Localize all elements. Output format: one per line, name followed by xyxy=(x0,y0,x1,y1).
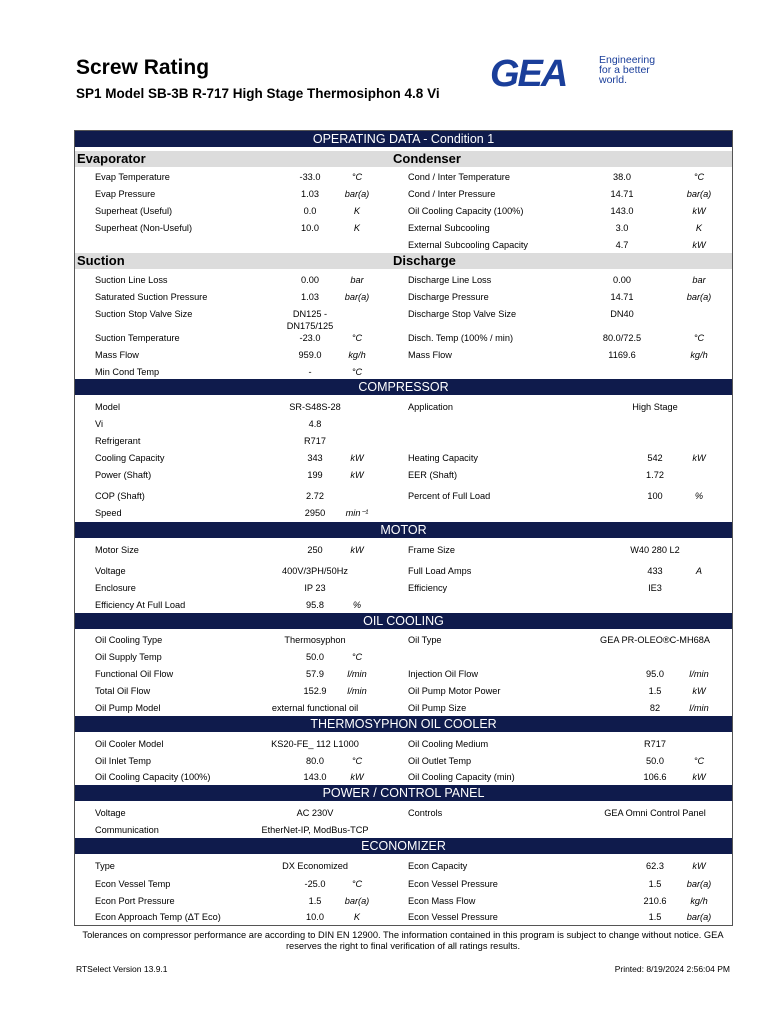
data-row xyxy=(75,237,732,253)
row-value: R717 xyxy=(304,436,326,446)
row-value-right: R717 xyxy=(644,739,666,749)
data-row xyxy=(75,364,732,380)
row-unit: min⁻¹ xyxy=(345,508,369,518)
row-label: Total Oil Flow xyxy=(95,686,151,696)
row-label-right: Oil Type xyxy=(408,635,442,645)
data-row xyxy=(75,169,732,185)
data-row xyxy=(75,186,732,202)
row-label-right: Disch. Temp (100% / min) xyxy=(408,333,514,343)
row-label: Motor Size xyxy=(95,545,139,555)
row-value-right: 38.0 xyxy=(613,172,631,182)
row-value: DX Economized xyxy=(282,861,348,871)
row-unit-right: kg/h xyxy=(690,350,708,360)
row-unit: l/min xyxy=(347,669,367,679)
row-unit: l/min xyxy=(347,686,367,696)
row-value-right: 0.00 xyxy=(613,275,631,285)
row-label: Oil Cooler Model xyxy=(95,739,164,749)
row-unit: °C xyxy=(351,172,363,182)
row-value-right: 100 xyxy=(647,491,663,501)
data-row xyxy=(75,683,732,699)
row-label: Oil Pump Model xyxy=(95,703,161,713)
data-row xyxy=(75,700,732,716)
data-row xyxy=(75,220,732,236)
row-value: -23.0 xyxy=(299,333,321,343)
row-value: 152.9 xyxy=(303,686,327,696)
row-value-right: 542 xyxy=(647,453,663,463)
row-label: Superheat (Non-Useful) xyxy=(95,223,193,233)
row-value: SR-S48S-28 xyxy=(289,402,341,412)
row-label-right: Frame Size xyxy=(408,545,455,555)
row-value-right: 143.0 xyxy=(610,206,634,216)
data-row xyxy=(75,666,732,682)
row-label: Mass Flow xyxy=(95,350,139,360)
row-value-right: 80.0/72.5 xyxy=(602,333,642,343)
row-unit: kW xyxy=(350,453,364,463)
data-row xyxy=(75,347,732,363)
row-unit-right: % xyxy=(694,491,704,501)
row-label-right: Controls xyxy=(408,808,443,818)
row-label: Voltage xyxy=(95,808,126,818)
row-label: Enclosure xyxy=(95,583,136,593)
row-unit-right: kW xyxy=(692,240,706,250)
row-label: Power (Shaft) xyxy=(95,470,152,480)
subheader-label: Condenser xyxy=(393,151,461,166)
row-label-right: Oil Cooling Capacity (min) xyxy=(408,772,515,782)
row-value: 343 xyxy=(307,453,323,463)
row-unit-right: kW xyxy=(692,772,706,782)
row-value: EtherNet-IP, ModBus-TCP xyxy=(261,825,369,835)
row-label: Econ Approach Temp (ΔT Eco) xyxy=(95,912,221,922)
row-value: 2.72 xyxy=(306,491,324,501)
row-unit: bar(a) xyxy=(344,189,370,199)
data-row xyxy=(75,649,732,665)
row-value: 1.5 xyxy=(308,896,322,906)
row-label: COP (Shaft) xyxy=(95,491,145,501)
row-label: Econ Vessel Temp xyxy=(95,879,171,889)
row-label: Cooling Capacity xyxy=(95,453,165,463)
logo-tagline xyxy=(599,55,655,85)
row-unit-right: bar(a) xyxy=(686,912,712,922)
data-row xyxy=(75,563,732,579)
data-row xyxy=(75,289,732,305)
section-header-power: POWER / CONTROL PANEL xyxy=(75,785,732,801)
row-value-right: 95.0 xyxy=(646,669,664,679)
data-row xyxy=(75,450,732,466)
row-label: Suction Temperature xyxy=(95,333,180,343)
row-label: Type xyxy=(95,861,115,871)
row-label-right: Injection Oil Flow xyxy=(408,669,478,679)
row-value-right: GEA Omni Control Panel xyxy=(604,808,706,818)
subheader-suction xyxy=(75,253,732,269)
row-unit-right: kW xyxy=(692,861,706,871)
row-value-right: DN40 xyxy=(610,309,634,319)
row-label-right: Econ Vessel Pressure xyxy=(408,879,498,889)
row-unit: bar xyxy=(350,275,364,285)
row-value-right: 62.3 xyxy=(646,861,664,871)
row-value: 95.8 xyxy=(306,600,324,610)
row-label: Oil Supply Temp xyxy=(95,652,162,662)
printed-timestamp: Printed: 8/19/2024 2:56:04 PM xyxy=(614,964,730,974)
row-unit: kW xyxy=(350,545,364,555)
section-header-compressor: COMPRESSOR xyxy=(75,379,732,395)
row-value-right: 14.71 xyxy=(610,189,634,199)
row-value: 959.0 xyxy=(298,350,322,360)
row-label: Vi xyxy=(95,419,104,429)
subheader-label: Evaporator xyxy=(77,151,146,166)
row-label-right: Percent of Full Load xyxy=(408,491,491,501)
row-value-right: 1.5 xyxy=(648,912,662,922)
row-value-right: 4.7 xyxy=(615,240,629,250)
row-value: -25.0 xyxy=(304,879,326,889)
row-label: Refrigerant xyxy=(95,436,141,446)
row-value: AC 230V xyxy=(296,808,334,818)
row-label: Oil Cooling Capacity (100%) xyxy=(95,772,211,782)
data-row xyxy=(75,416,732,432)
row-label: Voltage xyxy=(95,566,126,576)
row-unit-right: kW xyxy=(692,206,706,216)
data-row xyxy=(75,330,732,346)
row-value-right: 1.5 xyxy=(648,686,662,696)
row-label-right: Efficiency xyxy=(408,583,448,593)
row-value-right: GEA PR-OLEO®C-MH68A xyxy=(600,635,710,645)
row-label-right: Econ Vessel Pressure xyxy=(408,912,498,922)
row-label: Communication xyxy=(95,825,159,835)
row-value: - xyxy=(308,367,312,377)
row-label-right: Mass Flow xyxy=(408,350,452,360)
row-value: 1.03 xyxy=(301,292,319,302)
row-label-right: Heating Capacity xyxy=(408,453,478,463)
row-unit: °C xyxy=(351,879,363,889)
data-row xyxy=(75,399,732,415)
data-row xyxy=(75,876,732,892)
row-value-right: 82 xyxy=(649,703,661,713)
row-label: Superheat (Useful) xyxy=(95,206,173,216)
row-unit: °C xyxy=(351,756,363,766)
row-label: Saturated Suction Pressure xyxy=(95,292,208,302)
row-value-right: 106.6 xyxy=(643,772,667,782)
row-unit: K xyxy=(353,912,361,922)
subheader-label: Suction xyxy=(77,253,125,268)
data-row xyxy=(75,736,732,752)
data-row xyxy=(75,272,732,288)
row-unit-right: °C xyxy=(693,172,705,182)
row-value: external functional oil xyxy=(271,703,359,713)
row-value-right: 210.6 xyxy=(643,896,667,906)
tagline-line-3: world. xyxy=(599,74,628,86)
row-unit-right: A xyxy=(695,566,703,576)
row-unit-right: kW xyxy=(692,686,706,696)
section-header-economizer: ECONOMIZER xyxy=(75,838,732,854)
logo-text: GEA xyxy=(490,54,567,94)
row-value-right: 433 xyxy=(647,566,663,576)
row-value: 199 xyxy=(307,470,323,480)
row-value: 10.0 xyxy=(301,223,319,233)
data-row xyxy=(75,467,732,483)
data-row xyxy=(75,505,732,521)
row-value-right: 50.0 xyxy=(646,756,664,766)
row-label: Oil Inlet Temp xyxy=(95,756,151,766)
row-value-right: 1.5 xyxy=(648,879,662,889)
row-unit: kg/h xyxy=(348,350,366,360)
data-row xyxy=(75,805,732,821)
row-label: Econ Port Pressure xyxy=(95,896,175,906)
data-row xyxy=(75,488,732,504)
row-label: Evap Pressure xyxy=(95,189,156,199)
row-label: Model xyxy=(95,402,121,412)
subheader-evaporator xyxy=(75,151,732,167)
software-version: RTSelect Version 13.9.1 xyxy=(76,964,168,974)
row-value: 1.03 xyxy=(301,189,319,199)
row-value: 57.9 xyxy=(306,669,324,679)
row-value: -33.0 xyxy=(299,172,321,182)
row-label-right: Oil Cooling Medium xyxy=(408,739,489,749)
row-label-right: Oil Pump Motor Power xyxy=(408,686,501,696)
subheader-label: Discharge xyxy=(393,253,456,268)
row-label: Speed xyxy=(95,508,122,518)
row-unit-right: bar xyxy=(692,275,706,285)
row-unit: °C xyxy=(351,652,363,662)
row-unit-right: l/min xyxy=(689,669,709,679)
row-value: 0.0 xyxy=(303,206,317,216)
row-label-right: Application xyxy=(408,402,453,412)
row-unit-right: kW xyxy=(692,453,706,463)
row-value-right: 3.0 xyxy=(615,223,629,233)
row-value: 400V/3PH/50Hz xyxy=(282,566,348,576)
row-label-right: Discharge Pressure xyxy=(408,292,489,302)
row-label: Efficiency At Full Load xyxy=(95,600,186,610)
page-title: Screw Rating xyxy=(76,56,210,79)
row-value: 80.0 xyxy=(306,756,324,766)
row-label-right: Cond / Inter Pressure xyxy=(408,189,496,199)
row-unit: kW xyxy=(350,772,364,782)
row-value: 4.8 xyxy=(308,419,322,429)
row-label-right: Discharge Line Loss xyxy=(408,275,492,285)
data-row xyxy=(75,433,732,449)
section-header-oil_cooling: OIL COOLING xyxy=(75,613,732,629)
row-value-right: 1169.6 xyxy=(608,350,636,360)
row-label: Suction Stop Valve Size xyxy=(95,309,193,319)
row-unit-right: °C xyxy=(693,756,705,766)
data-row xyxy=(75,769,732,785)
tagline-line-2: for a better xyxy=(599,64,650,76)
row-unit: bar(a) xyxy=(344,292,370,302)
row-value: 250 xyxy=(307,545,323,555)
row-label-right: Oil Cooling Capacity (100%) xyxy=(408,206,524,216)
tolerance-note: Tolerances on compressor performance are according to DIN EN 12900. The information contained in this program is subject to change without notice. GEA reserves the right to final verification of all ratings results. xyxy=(82,930,724,951)
row-label-right: Full Load Amps xyxy=(408,566,472,576)
row-value: 50.0 xyxy=(306,652,324,662)
row-label-right: Oil Pump Size xyxy=(408,703,467,713)
data-row xyxy=(75,858,732,874)
data-row xyxy=(75,909,732,925)
data-row xyxy=(75,597,732,613)
row-unit: K xyxy=(353,223,361,233)
row-value: IP 23 xyxy=(304,583,326,593)
row-label-right: Oil Outlet Temp xyxy=(408,756,472,766)
data-row xyxy=(75,893,732,909)
data-row xyxy=(75,542,732,558)
row-value-right: 1.72 xyxy=(646,470,664,480)
row-value: 10.0 xyxy=(306,912,324,922)
row-unit: °C xyxy=(351,367,363,377)
row-label: Functional Oil Flow xyxy=(95,669,174,679)
data-row xyxy=(75,203,732,219)
row-value: 0.00 xyxy=(301,275,319,285)
tagline-line-1: Engineering xyxy=(599,54,656,66)
row-label-right: Discharge Stop Valve Size xyxy=(408,309,517,319)
data-row xyxy=(75,753,732,769)
section-header-operating: OPERATING DATA - Condition 1 xyxy=(75,131,732,147)
row-label: Evap Temperature xyxy=(95,172,170,182)
row-value: KS20-FE_ 112 L1000 xyxy=(271,739,359,749)
row-label-right: External Subcooling xyxy=(408,223,490,233)
row-unit-right: bar(a) xyxy=(686,189,712,199)
row-unit-right: l/min xyxy=(689,703,709,713)
page-subtitle: SP1 Model SB-3B R-717 High Stage Thermosiphon 4.8 Vi xyxy=(76,86,440,101)
row-label: Oil Cooling Type xyxy=(95,635,163,645)
section-header-thermosyphon: THERMOSYPHON OIL COOLER xyxy=(75,716,732,732)
data-row xyxy=(75,632,732,648)
row-unit-right: bar(a) xyxy=(686,292,712,302)
row-value: 2950 xyxy=(304,508,326,518)
row-label: Suction Line Loss xyxy=(95,275,168,285)
data-row xyxy=(75,580,732,596)
row-label-right: Cond / Inter Temperature xyxy=(408,172,510,182)
row-label-right: External Subcooling Capacity xyxy=(408,240,529,250)
row-label-right: Econ Capacity xyxy=(408,861,468,871)
row-unit: % xyxy=(352,600,362,610)
row-unit: °C xyxy=(351,333,363,343)
row-unit-right: kg/h xyxy=(690,896,708,906)
rating-sheet xyxy=(74,130,733,926)
row-unit-right: °C xyxy=(693,333,705,343)
section-header-motor: MOTOR xyxy=(75,522,732,538)
row-label-right: Econ Mass Flow xyxy=(408,896,476,906)
row-value: DN125 - xyxy=(292,309,328,319)
row-value-right: High Stage xyxy=(632,402,678,412)
row-value: Thermosyphon xyxy=(284,635,346,645)
row-value-right: W40 280 L2 xyxy=(630,545,680,555)
data-row xyxy=(75,822,732,838)
row-unit: K xyxy=(353,206,361,216)
row-value-right: IE3 xyxy=(648,583,662,593)
row-value-right: 14.71 xyxy=(610,292,634,302)
row-value: DN175/125 xyxy=(286,321,334,331)
row-label: Min Cond Temp xyxy=(95,367,160,377)
row-unit: kW xyxy=(350,470,364,480)
row-unit-right: bar(a) xyxy=(686,879,712,889)
row-label-right: EER (Shaft) xyxy=(408,470,458,480)
row-unit-right: K xyxy=(695,223,703,233)
row-value: 143.0 xyxy=(303,772,327,782)
row-unit: bar(a) xyxy=(344,896,370,906)
